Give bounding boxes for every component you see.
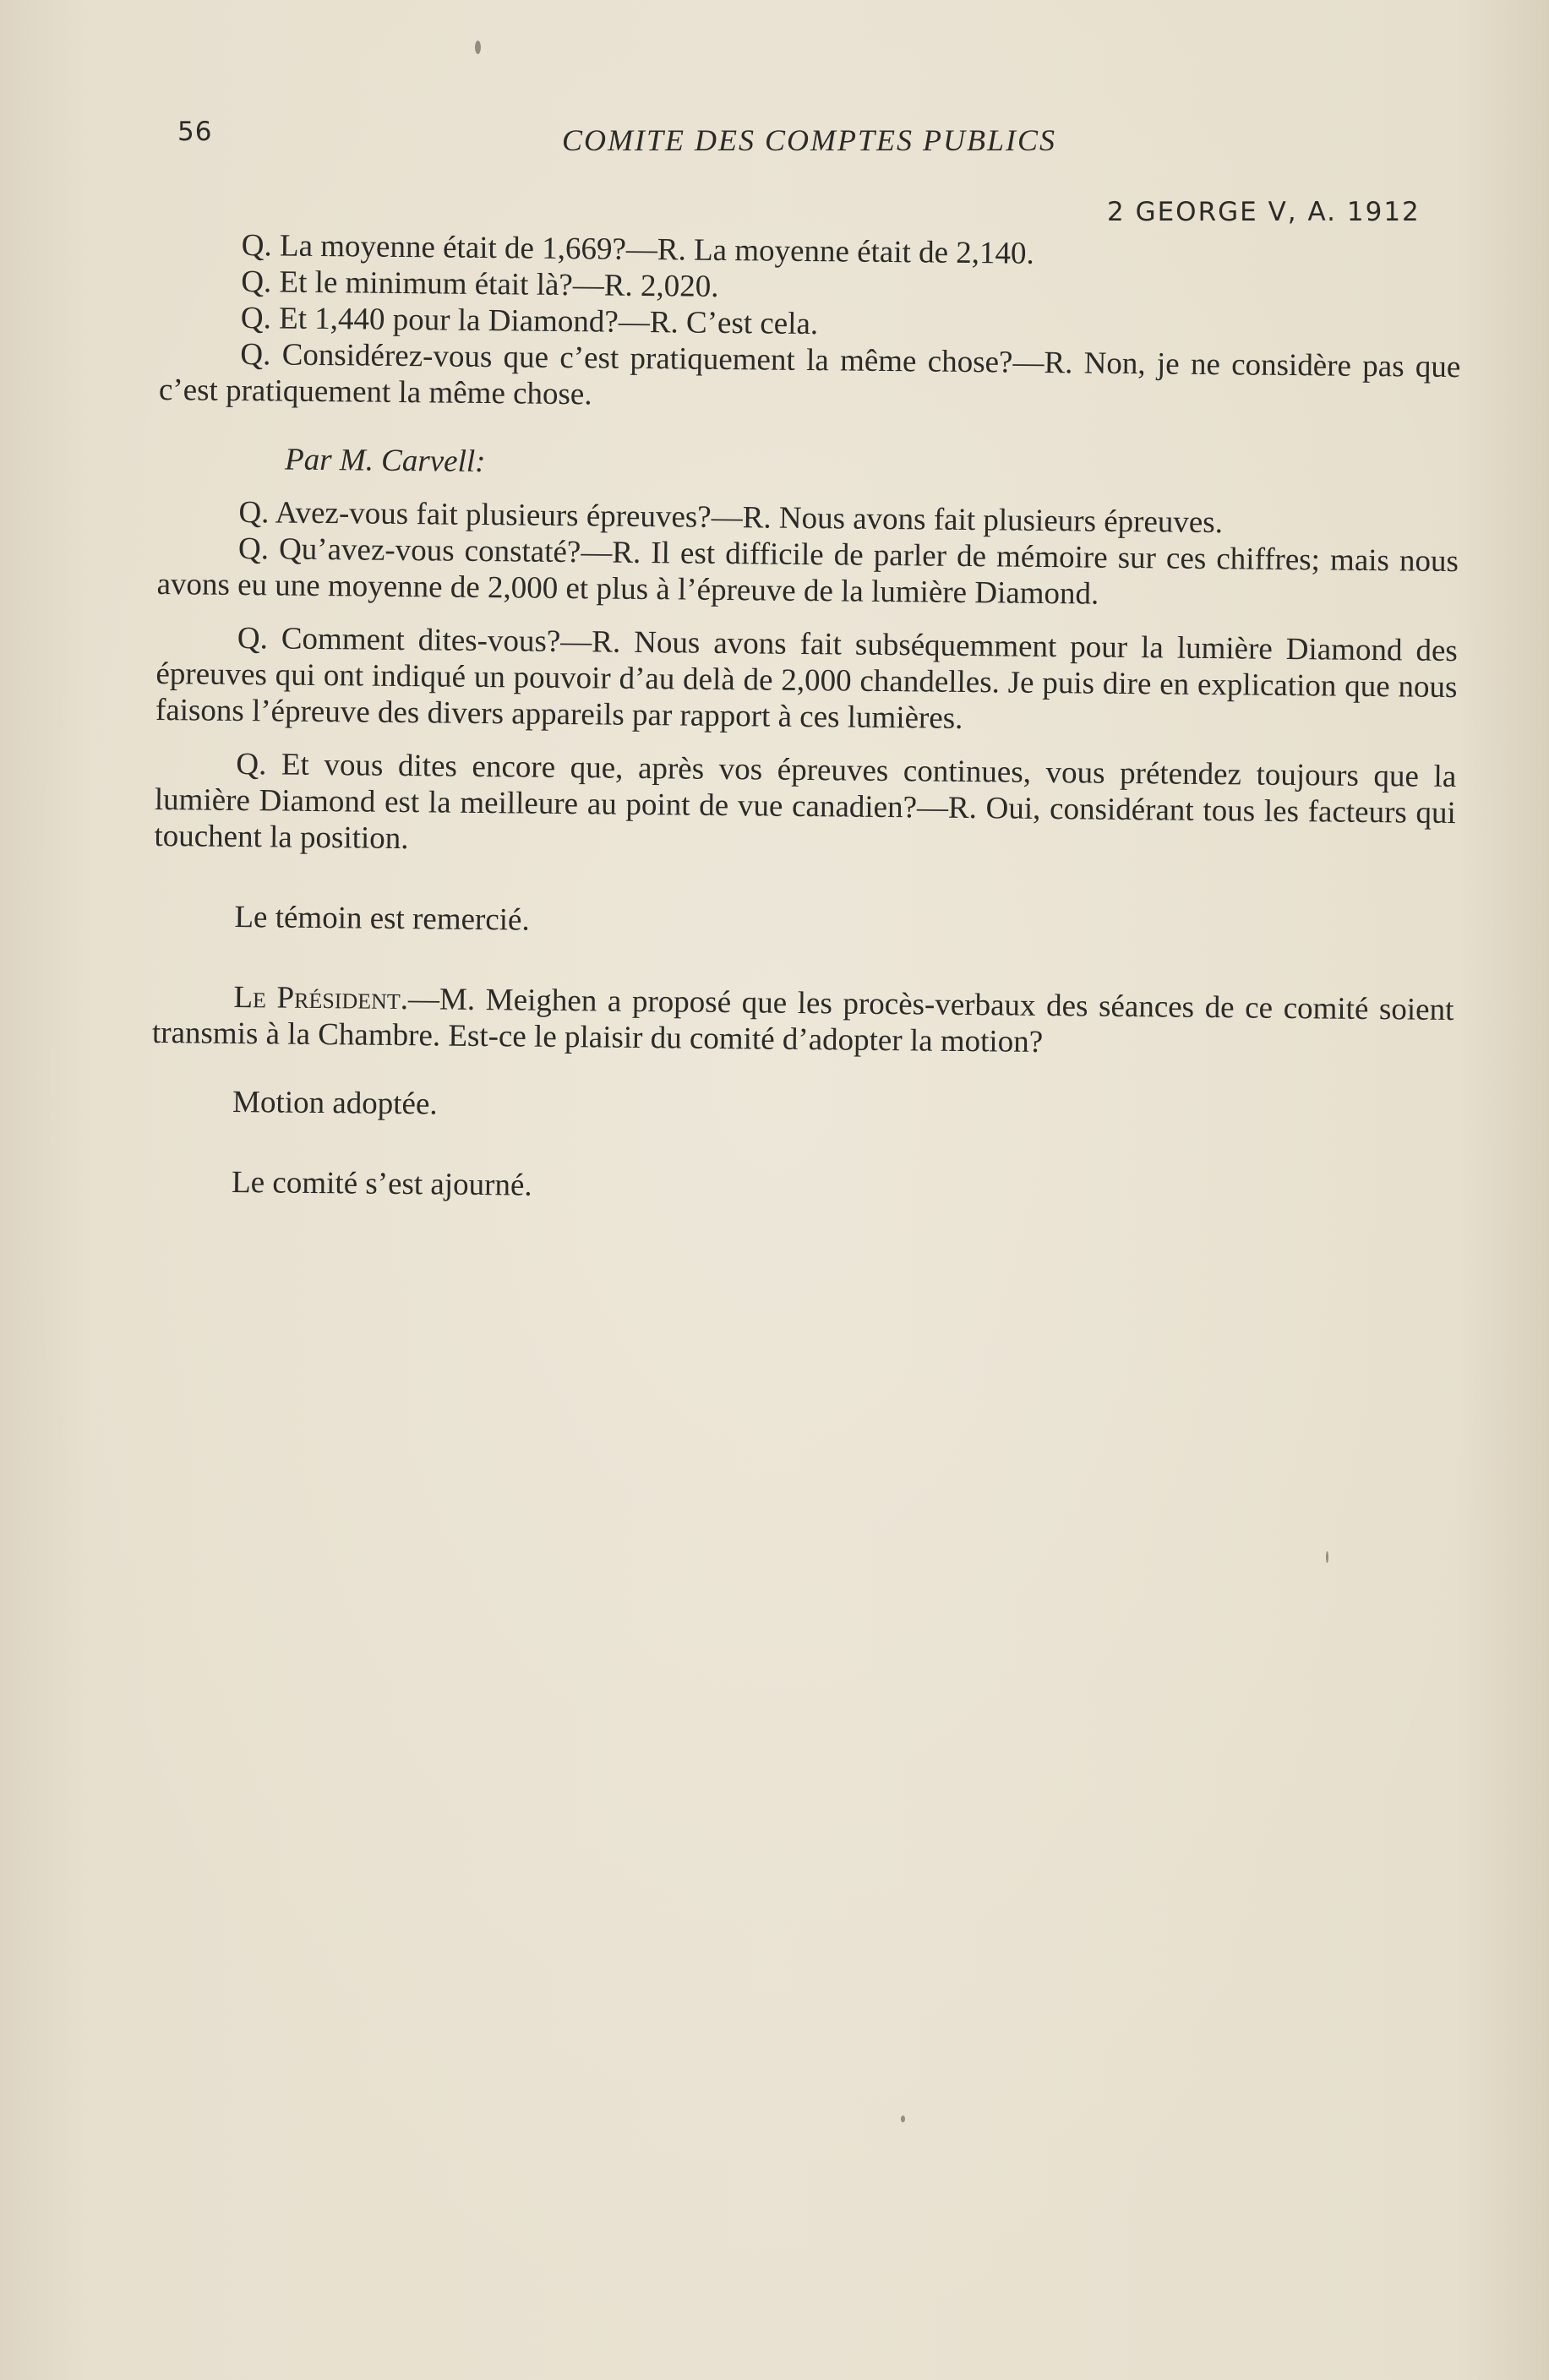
examiner-heading: Par M. Carvell: [284, 442, 486, 480]
body-text [150, 226, 1462, 1213]
paragraph-q8: Q. Et vous dites encore que, après vos épreuves continues, vous prétendez toujours que la lumière Diamond est la meilleure au point de vue canadien?—R. Oui, considérant tous les facteurs qui touchent la position. [154, 746, 1457, 857]
president-label: Le Président. [233, 979, 409, 1017]
paragraph-q6: Q. Qu’avez-vous constaté?—R. Il est difficile de parler de mémoire sur ces chiffres; mais nous avons eu une moyenne de 2,000 et plus à l’épreuve de la lumière Diamond. [156, 531, 1459, 612]
session-tag: 2 GEORGE V, A. 1912 [1107, 197, 1421, 227]
paragraph-q3: Q. Et 1,440 pour la Diamond?—R. C’est cela. [240, 301, 819, 342]
paragraph-q2: Q. Et le minimum était là?—R. 2,020. [241, 264, 719, 304]
paragraph-q4: Q. Considérez-vous que c’est pratiquement la même chose?—R. Non, je ne considère pas que c’est pratiquement la même chose. [158, 336, 1461, 412]
page-number: 56 [177, 117, 213, 147]
ink-speck [901, 2116, 905, 2122]
president-motion [152, 978, 1454, 1065]
ink-speck [475, 41, 481, 54]
paragraph-q1: Q. La moyenne était de 1,669?—R. La moyenne était de 2,140. [241, 228, 1035, 271]
running-head: COMITE DES COMPTES PUBLICS [562, 123, 1056, 157]
motion-adopted: Motion adoptée. [232, 1084, 438, 1122]
paragraph-q5: Q. Avez-vous fait plusieurs épreuves?—R. Nous avons fait plusieurs épreuves. [238, 494, 1224, 541]
committee-adjourned: Le comité s’est ajourné. [231, 1164, 532, 1203]
paragraph-q7: Q. Comment dites-vous?—R. Nous avons fait subséquemment pour la lumière Diamond des épreuves qui ont indiqué un pouvoir d’au delà de 2,000 chandelles. Je puis dire en explication que nous faisons l’épreuve des divers appareils par rapport à ces lumières. [155, 620, 1459, 736]
ink-speck [1326, 1551, 1328, 1563]
witness-excused: Le témoin est remercié. [234, 899, 530, 938]
president-text: —M. Meighen a proposé que les procès-verbaux des séances de ce comité soient transmis à la Chambre. Est-ce le plaisir du comité d’adopter la motion? [151, 982, 1454, 1059]
